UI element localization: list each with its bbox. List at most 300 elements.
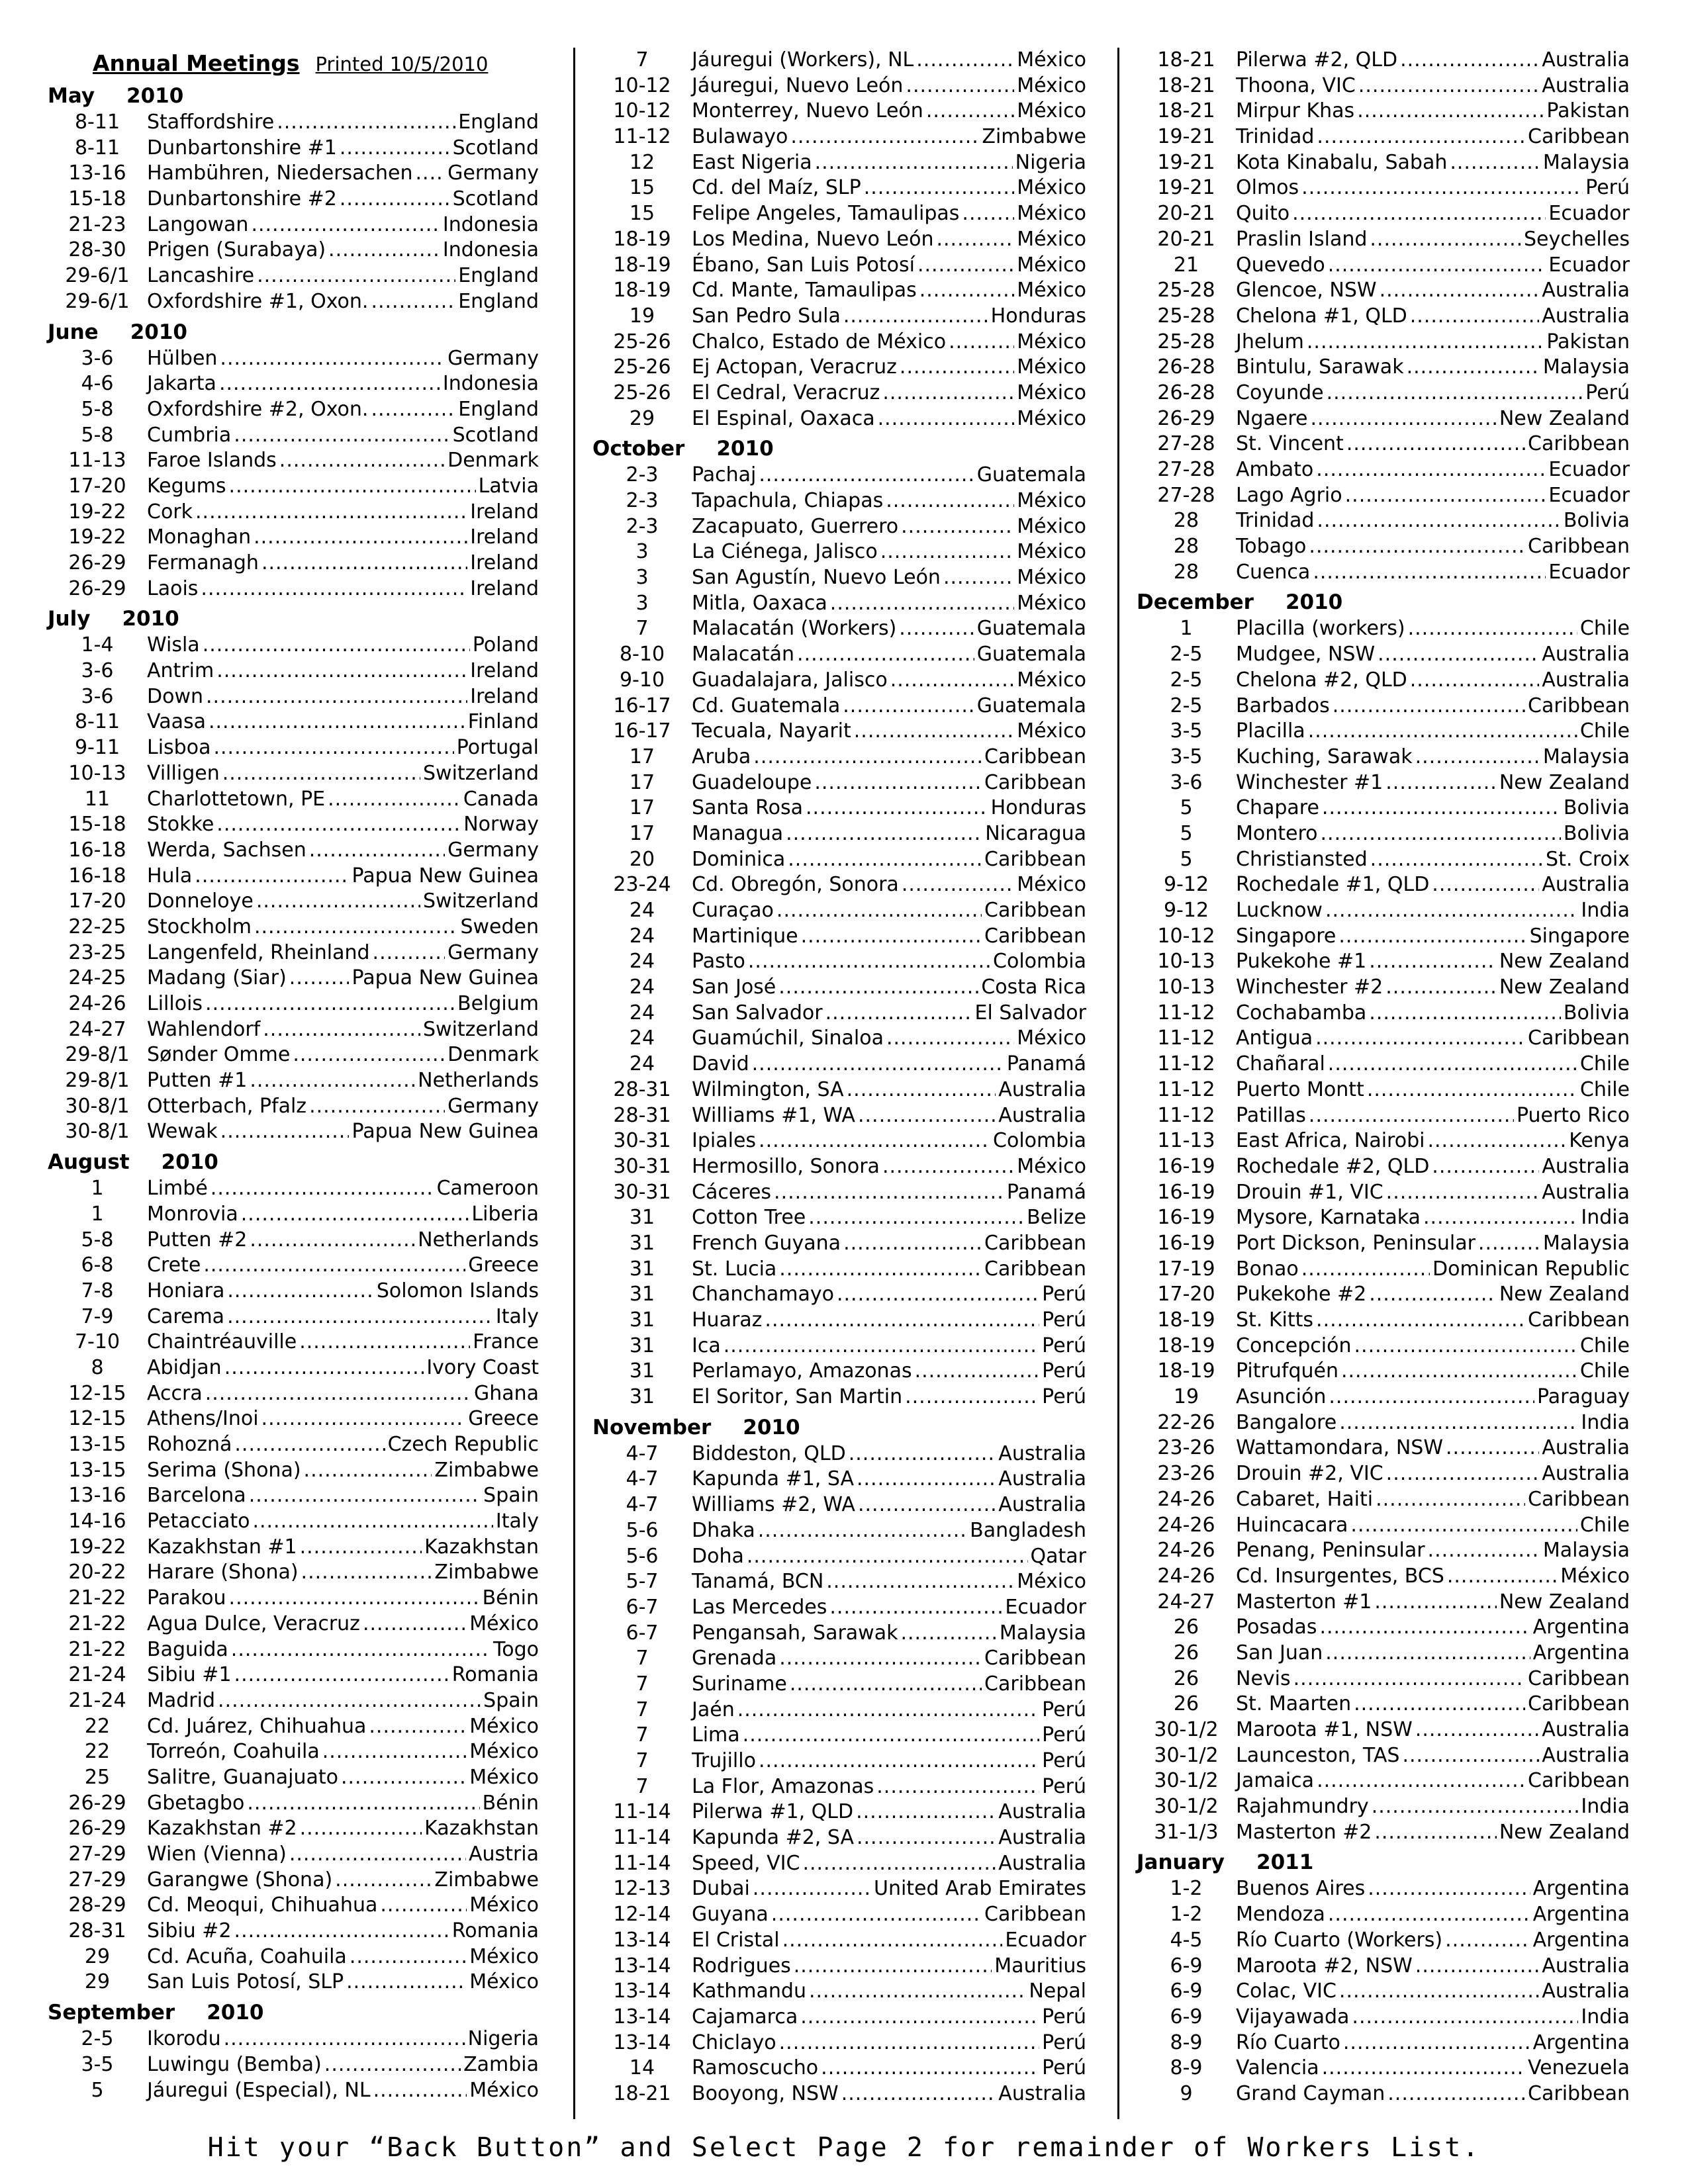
meeting-location: Dunbartonshire #1: [147, 136, 337, 159]
dot-leader: [1329, 1385, 1534, 1410]
meeting-dates: 18-19: [1157, 1359, 1215, 1383]
meeting-dates: 11-12: [1157, 1001, 1215, 1024]
meeting-location: Grenada: [692, 1647, 777, 1670]
meeting-row: [48, 136, 539, 161]
meeting-row: [592, 796, 1086, 821]
meeting-location: Aruba: [692, 745, 751, 768]
meeting-dates: 16-19: [1157, 1206, 1215, 1230]
dot-leader: [1317, 124, 1525, 150]
meeting-dates: 22-26: [1157, 1410, 1215, 1434]
meeting-row: [1137, 1052, 1630, 1077]
dot-leader: [915, 1359, 1040, 1385]
meeting-row: [592, 2081, 1086, 2107]
printed-date: Printed 10/5/2010: [315, 53, 489, 75]
column-3: [1137, 48, 1630, 2107]
meeting-dates: 12-15: [68, 1381, 126, 1405]
meeting-country: México: [469, 1893, 539, 1917]
dot-leader: [1316, 1308, 1525, 1334]
meeting-row: [1137, 124, 1630, 150]
dot-leader: [293, 1042, 445, 1068]
meeting-row: [592, 949, 1086, 975]
meeting-location: Pilerwa #1, QLD: [692, 1800, 854, 1824]
dot-leader: [747, 1544, 1028, 1570]
meeting-location: Charlottetown, PE: [147, 787, 326, 811]
meeting-row: [1137, 457, 1630, 483]
meeting-row: [592, 1359, 1086, 1385]
meeting-dates: 2-5: [1170, 694, 1203, 717]
meeting-location: Trinidad: [1236, 509, 1315, 533]
meeting-country: India: [1581, 1410, 1630, 1434]
meeting-row: [592, 227, 1086, 253]
meeting-row: [592, 1774, 1086, 1800]
meeting-dates: 26-29: [68, 576, 126, 600]
meeting-location: Kazakhstan #1: [147, 1535, 297, 1559]
meeting-location: Patillas: [1236, 1103, 1306, 1127]
meeting-location: Maroota #1, NSW: [1236, 1718, 1413, 1741]
meeting-dates: 6-9: [1170, 1954, 1203, 1978]
dot-leader: [205, 991, 455, 1017]
meeting-location: Christiansted: [1236, 847, 1368, 871]
meeting-dates: 8-11: [74, 111, 120, 134]
dot-leader: [201, 576, 467, 602]
meeting-country: Guatemala: [976, 694, 1086, 717]
meeting-location: Williams #1, WA: [692, 1103, 855, 1127]
meeting-country: Caribbean: [1528, 432, 1630, 456]
meeting-country: England: [458, 111, 539, 134]
dot-leader: [1328, 1902, 1530, 1928]
meeting-location: Colac, VIC: [1236, 1979, 1336, 2003]
meeting-country: El Salvador: [974, 1001, 1086, 1024]
dot-leader: [1372, 1794, 1579, 1820]
meeting-dates: 24-26: [1157, 1487, 1215, 1511]
meeting-row: [1137, 73, 1630, 99]
meeting-row: [1137, 1564, 1630, 1590]
meeting-dates: 22: [84, 1714, 111, 1738]
meeting-country: United Arab Emirates: [873, 1877, 1086, 1901]
meeting-dates: 19-21: [1157, 176, 1215, 200]
dot-leader: [211, 1176, 434, 1202]
dot-leader: [815, 150, 1013, 176]
meeting-country: Pakistan: [1546, 99, 1630, 123]
meeting-dates: 16-19: [1157, 1154, 1215, 1178]
meeting-row: [592, 642, 1086, 668]
meeting-row: [592, 1698, 1086, 1723]
meeting-location: El Espinal, Oaxaca: [692, 406, 875, 430]
meeting-row: [48, 2078, 539, 2104]
meeting-row: [592, 1103, 1086, 1129]
meeting-country: Togo: [493, 1637, 539, 1661]
dot-leader: [1374, 1590, 1497, 1615]
meeting-country: Venezuela: [1527, 2056, 1630, 2080]
meeting-row: [48, 1042, 539, 1068]
meeting-country: Australia: [998, 1826, 1086, 1850]
month-heading: [48, 1145, 539, 1176]
meeting-dates: 12-14: [613, 1903, 671, 1927]
meeting-dates: 13-16: [68, 1484, 126, 1508]
meeting-dates: 4-6: [81, 372, 114, 396]
meeting-location: Glencoe, NSW: [1236, 279, 1377, 302]
dot-leader: [263, 1017, 420, 1043]
meeting-country: Argentina: [1532, 1877, 1630, 1901]
meeting-country: Guatemala: [976, 463, 1086, 487]
dot-leader: [797, 642, 974, 668]
meeting-location: Praslin Island: [1236, 227, 1368, 251]
meeting-location: Ikorodu: [147, 2027, 221, 2051]
meeting-row: [1137, 201, 1630, 227]
meeting-country: Spain: [483, 1484, 539, 1508]
meeting-dates: 7-8: [81, 1279, 114, 1302]
dot-leader: [759, 1749, 1039, 1774]
meeting-location: Booyong, NSW: [692, 2081, 839, 2105]
meeting-country: England: [458, 397, 539, 421]
meeting-dates: 16-17: [613, 694, 671, 717]
meeting-location: Rajahmundry: [1236, 1795, 1369, 1819]
meeting-location: Monaghan: [147, 525, 252, 549]
dot-leader: [328, 238, 440, 263]
meeting-location: Kegums: [147, 474, 226, 498]
meeting-dates: 25: [84, 1765, 111, 1789]
meeting-location: Ipiales: [692, 1129, 757, 1153]
meeting-location: La Flor, Amazonas: [692, 1774, 874, 1798]
meeting-country: Australia: [1542, 1154, 1630, 1178]
meeting-country: India: [1581, 2005, 1630, 2028]
meeting-location: Accra: [147, 1381, 203, 1405]
meeting-dates: 5: [1180, 796, 1193, 820]
meeting-location: Buenos Aires: [1236, 1877, 1366, 1901]
meeting-country: Greece: [468, 1253, 539, 1277]
meeting-country: Guatemala: [976, 643, 1086, 666]
meeting-dates: 17-20: [68, 474, 126, 498]
meeting-dates: 16-19: [1157, 1231, 1215, 1255]
dot-leader: [224, 1355, 424, 1381]
meeting-dates: 27-28: [1157, 458, 1215, 481]
meeting-dates: 27-29: [68, 1868, 126, 1891]
dot-leader: [1368, 1876, 1530, 1902]
meeting-row: [1137, 847, 1630, 873]
dot-leader: [369, 1714, 467, 1740]
meeting-country: Ireland: [470, 659, 539, 683]
meeting-row: [48, 1739, 539, 1765]
meeting-location: Crete: [147, 1253, 201, 1277]
meeting-country: Bangladesh: [970, 1518, 1086, 1542]
meeting-location: Kota Kinabalu, Sabah: [1236, 150, 1448, 174]
meeting-row: [1137, 1026, 1630, 1052]
meeting-country: Austria: [469, 1843, 539, 1866]
meeting-country: México: [1017, 668, 1086, 692]
meeting-country: Seychelles: [1524, 227, 1630, 251]
meeting-row: [1137, 150, 1630, 176]
meeting-location: Dominica: [692, 847, 786, 871]
meeting-location: Guyana: [692, 1903, 769, 1927]
meeting-dates: 29-6/1: [65, 264, 130, 288]
dot-leader: [227, 1279, 374, 1304]
meeting-row: [1137, 642, 1630, 668]
meeting-location: San Agustín, Nuevo León: [692, 566, 941, 590]
dot-leader: [1387, 2081, 1525, 2107]
meeting-dates: 24: [629, 1026, 655, 1050]
meeting-location: Winchester #1: [1236, 770, 1383, 794]
dot-leader: [220, 346, 445, 372]
meeting-row: [592, 1646, 1086, 1672]
meeting-country: Zimbabwe: [982, 125, 1086, 149]
dot-leader: [782, 1928, 1003, 1954]
dot-leader: [203, 633, 470, 659]
meeting-location: Curaçao: [692, 899, 774, 922]
dot-leader: [251, 212, 440, 238]
meeting-row: [592, 1902, 1086, 1928]
meeting-row: [1137, 1902, 1630, 1928]
month-name: June: [48, 320, 99, 344]
meeting-row: [48, 1791, 539, 1817]
meeting-dates: 1: [91, 1202, 104, 1226]
meeting-dates: 11-14: [613, 1826, 671, 1850]
dot-leader: [234, 1919, 449, 1944]
dot-leader: [1292, 201, 1546, 227]
meeting-country: England: [458, 264, 539, 288]
meeting-row: [592, 694, 1086, 719]
meeting-row: [1137, 1666, 1630, 1692]
meeting-dates: 8-9: [1170, 2030, 1203, 2054]
meeting-country: Spain: [483, 1688, 539, 1712]
dot-leader: [917, 253, 1014, 279]
meeting-row: [1137, 1876, 1630, 1902]
meeting-dates: 13-14: [613, 1928, 671, 1952]
meeting-row: [1137, 1692, 1630, 1717]
meeting-country: Caribbean: [984, 1231, 1086, 1255]
dot-leader: [821, 2056, 1039, 2081]
month-year: 2011: [1256, 1850, 1314, 1875]
meeting-location: Rodrigues: [692, 1954, 791, 1978]
meeting-row: [1137, 2005, 1630, 2030]
meeting-dates: 30-1/2: [1154, 1795, 1219, 1819]
meeting-row: [592, 1799, 1086, 1825]
meeting-dates: 18-19: [613, 227, 671, 251]
meeting-row: [48, 966, 539, 991]
meeting-location: St. Lucia: [692, 1257, 777, 1281]
dot-leader: [1378, 642, 1539, 668]
meeting-location: East Nigeria: [692, 150, 812, 174]
meeting-row: [1137, 508, 1630, 534]
meeting-country: Caribbean: [1528, 1692, 1630, 1716]
meeting-dates: 19: [629, 304, 655, 328]
dot-leader: [765, 1308, 1039, 1334]
meeting-row: [48, 1535, 539, 1561]
dot-leader: [752, 1052, 1004, 1077]
meeting-location: Cd. Guatemala: [692, 694, 841, 717]
meeting-country: Ecuador: [1548, 253, 1630, 277]
meeting-location: Barbados: [1236, 694, 1330, 717]
meeting-row: [1137, 924, 1630, 950]
meeting-dates: 3-5: [81, 2052, 114, 2076]
meeting-country: St. Croix: [1546, 847, 1630, 871]
meeting-location: Antigua: [1236, 1026, 1313, 1050]
meeting-dates: 21-22: [68, 1586, 126, 1610]
meeting-dates: 3-5: [1170, 719, 1203, 743]
meeting-dates: 29: [629, 406, 655, 430]
dot-leader: [300, 1535, 422, 1561]
meeting-row: [1137, 1928, 1630, 1954]
meeting-dates: 17-20: [68, 889, 126, 913]
meeting-dates: 4-5: [1170, 1928, 1203, 1952]
dot-leader: [301, 1560, 432, 1586]
meeting-row: [592, 355, 1086, 381]
meeting-country: Denmark: [447, 1043, 539, 1067]
meeting-dates: 5-8: [81, 1228, 114, 1251]
dot-leader: [890, 668, 1015, 694]
meeting-dates: 1: [91, 1177, 104, 1201]
meeting-row: [592, 1851, 1086, 1877]
meeting-dates: 24-27: [68, 1017, 126, 1041]
dot-leader: [854, 719, 1014, 745]
meeting-row: [592, 1492, 1086, 1518]
meeting-country: Chile: [1579, 1334, 1630, 1357]
dot-leader: [806, 796, 988, 821]
meeting-dates: 3-6: [81, 684, 114, 708]
dot-leader: [300, 1816, 422, 1842]
meeting-row: [592, 1180, 1086, 1206]
month-name: September: [48, 2001, 175, 2025]
dot-leader: [309, 838, 445, 864]
meeting-row: [1137, 253, 1630, 279]
dot-leader: [876, 1774, 1039, 1800]
meeting-country: México: [1017, 99, 1086, 123]
meeting-dates: 11-12: [1157, 1026, 1215, 1050]
meeting-country: Australia: [998, 2081, 1086, 2105]
meeting-country: Caribbean: [1528, 1487, 1630, 1511]
meeting-country: Ghana: [473, 1381, 539, 1405]
dot-leader: [1445, 1928, 1530, 1954]
meeting-location: Antrim: [147, 659, 214, 683]
meeting-location: Kapunda #1, SA: [692, 1467, 854, 1491]
meeting-location: Hula: [147, 864, 193, 887]
meeting-location: Dhaka: [692, 1518, 755, 1542]
meeting-row: [48, 1279, 539, 1304]
meeting-dates: 31: [629, 1385, 655, 1409]
meeting-row: [48, 187, 539, 212]
meeting-dates: 17-19: [1157, 1257, 1215, 1281]
meeting-location: Cochabamba: [1236, 1001, 1367, 1024]
meeting-location: Fermanagh: [147, 551, 259, 574]
meeting-dates: 19-21: [1157, 125, 1215, 149]
dot-leader: [195, 864, 349, 889]
meeting-row: [1137, 48, 1630, 73]
dot-leader: [206, 684, 467, 710]
dot-leader: [790, 1672, 982, 1698]
meeting-location: Asunción: [1236, 1385, 1327, 1409]
dot-leader: [926, 99, 1014, 124]
meeting-country: Honduras: [990, 304, 1086, 328]
meeting-row: [1137, 1743, 1630, 1769]
meeting-dates: 23-25: [68, 940, 126, 964]
meeting-location: Pukekohe #2: [1236, 1283, 1367, 1306]
meeting-country: México: [469, 2078, 539, 2102]
dot-leader: [218, 1688, 481, 1714]
meeting-country: Australia: [1542, 668, 1630, 692]
dot-leader: [837, 1282, 1039, 1308]
meeting-row: [48, 1228, 539, 1253]
meeting-row: [592, 1876, 1086, 1902]
meeting-country: Caribbean: [1528, 125, 1630, 149]
meeting-country: Perú: [1042, 1774, 1086, 1798]
meeting-row: [1137, 560, 1630, 586]
meeting-location: Jáuregui (Workers), NL: [692, 48, 914, 71]
meeting-row: [48, 1406, 539, 1432]
meeting-dates: 31: [629, 1231, 655, 1255]
meeting-location: Chaintréauville: [147, 1330, 297, 1354]
dot-leader: [1410, 304, 1540, 330]
dot-leader: [380, 1893, 467, 1919]
meeting-dates: 26-29: [1157, 406, 1215, 430]
dot-leader: [901, 514, 1014, 540]
month-year: 2010: [207, 2001, 264, 2025]
meeting-row: [1137, 1513, 1630, 1539]
meeting-location: Vijayawada: [1236, 2005, 1350, 2028]
meeting-dates: 29-8/1: [65, 1043, 130, 1067]
meeting-location: Limbé: [147, 1177, 208, 1201]
meeting-row: [48, 940, 539, 966]
dot-leader: [279, 448, 445, 474]
meeting-row: [48, 238, 539, 263]
meeting-dates: 30-1/2: [1154, 1769, 1219, 1793]
dot-leader: [886, 1026, 1014, 1052]
dot-leader: [1339, 1979, 1539, 2005]
meeting-row: [1137, 1487, 1630, 1513]
meeting-dates: 30-31: [613, 1129, 671, 1153]
meeting-country: Caribbean: [984, 847, 1086, 871]
meeting-country: México: [1017, 355, 1086, 379]
meeting-dates: 3-6: [81, 346, 114, 370]
dot-leader: [1370, 227, 1521, 253]
dot-leader: [1327, 381, 1583, 406]
meeting-country: México: [469, 1612, 539, 1635]
dot-leader: [371, 397, 455, 423]
meeting-row: [48, 1509, 539, 1535]
meeting-country: México: [1017, 73, 1086, 97]
meeting-row: [592, 201, 1086, 227]
meeting-country: Australia: [1542, 873, 1630, 897]
meeting-location: Montero: [1236, 821, 1318, 845]
meeting-location: Garangwe (Shona): [147, 1868, 333, 1891]
meeting-row: [592, 406, 1086, 432]
meeting-country: Australia: [1542, 1954, 1630, 1978]
meeting-country: Belize: [1027, 1206, 1086, 1230]
meeting-dates: 9-11: [74, 736, 120, 760]
meeting-location: Langowan: [147, 212, 249, 236]
meeting-location: Huaraz: [692, 1308, 763, 1332]
meeting-row: [1137, 616, 1630, 642]
meeting-country: Netherlands: [418, 1069, 539, 1093]
meeting-row: [1137, 770, 1630, 796]
dot-leader: [254, 525, 467, 551]
dot-leader: [1369, 949, 1497, 975]
dot-leader: [724, 1334, 1039, 1359]
meeting-row: [48, 263, 539, 289]
meeting-row: [592, 1334, 1086, 1359]
meeting-dates: 24: [629, 950, 655, 974]
meeting-location: Los Medina, Nuevo León: [692, 227, 934, 251]
meeting-row: [592, 488, 1086, 514]
dot-leader: [1385, 975, 1497, 1001]
meeting-location: Cd. Obregón, Sonora: [692, 873, 899, 897]
meeting-dates: 1: [1180, 617, 1193, 641]
meeting-dates: 16-18: [68, 864, 126, 887]
meeting-row: [592, 1205, 1086, 1231]
meeting-location: Sønder Omme: [147, 1043, 291, 1067]
dot-leader: [1385, 770, 1497, 796]
meeting-country: Ecuador: [1548, 483, 1630, 507]
dot-leader: [814, 770, 982, 796]
meeting-location: Stockholm: [147, 915, 252, 938]
